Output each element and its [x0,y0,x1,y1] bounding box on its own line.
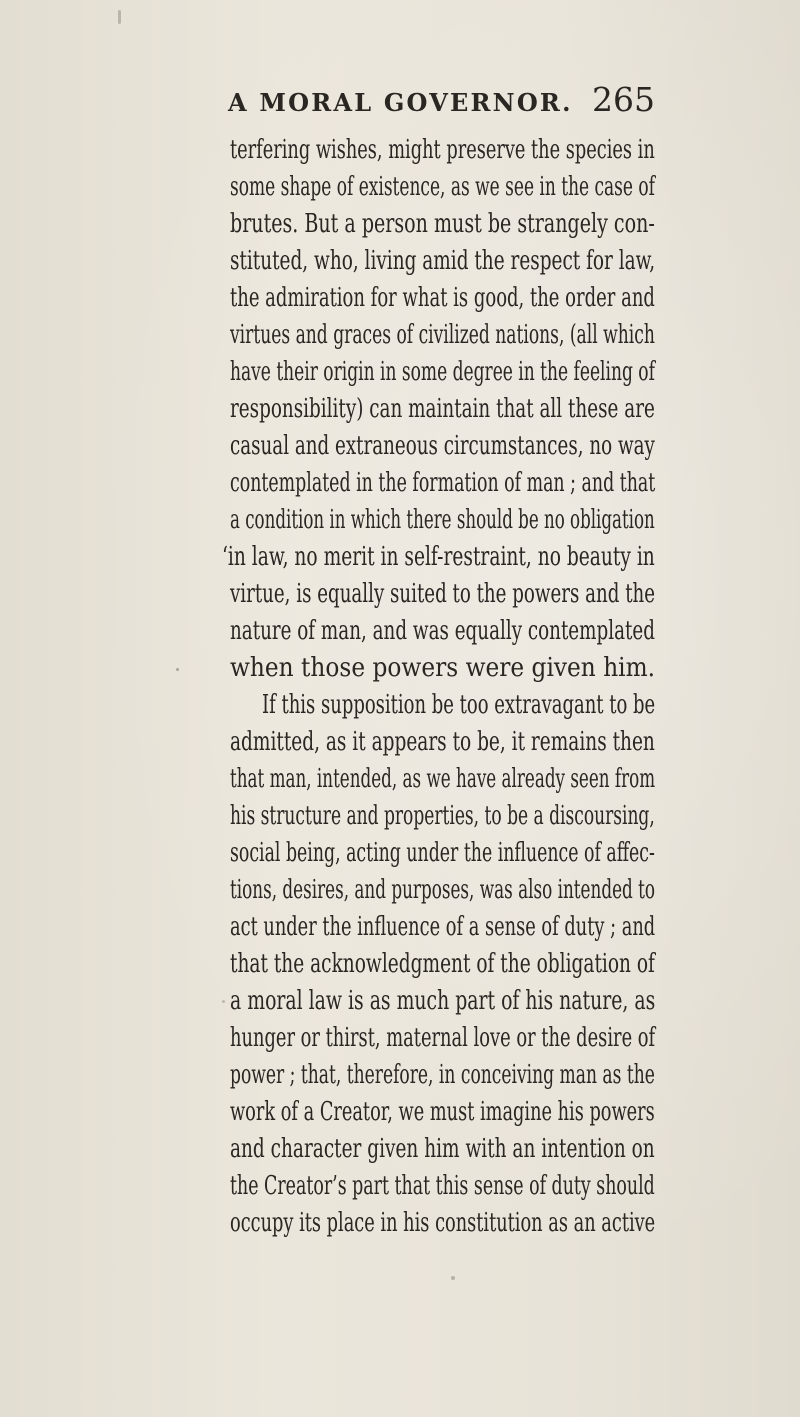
text-line: If this supposition be too extravagant to be [262,689,656,720]
text-line: a condition in which there should be no obligation [230,504,655,535]
text-line: brutes. But a person must be strangely con- [230,208,655,239]
text-line: nature of man, and was equally contemplated [230,615,655,646]
paper-speck [176,668,179,671]
text-line: terfering wishes, might preserve the species in [230,134,655,165]
text-line: stituted, who, living amid the respect for law, [230,245,656,276]
running-head: A MORAL GOVERNOR. [228,88,573,117]
paper-speck [222,1000,225,1003]
page-number: 265 [592,80,655,119]
page-header [0,80,800,124]
text-line: work of a Creator, we must imagine his powers [230,1096,655,1127]
text-line: the Creator’s part that this sense of duty should [230,1170,655,1201]
text-line: social being, acting under the influence of affec- [230,837,655,868]
text-line: responsibility) can maintain that all these are [230,393,655,424]
text-line: that the acknowledgment of the obligation of [230,948,655,979]
text-line: ‘in law, no merit in self-restraint, no beauty in [222,541,655,572]
text-line: and character given him with an intention on [230,1133,655,1164]
text-line: virtues and graces of civilized nations, (all which [230,319,655,350]
text-line: contemplated in the formation of man ; and that [230,467,656,498]
text-line: virtue, is equally suited to the powers and the [230,578,656,609]
text-line: casual and extraneous circumstances, no way [230,430,655,461]
text-line: when those powers were given him. [230,652,656,683]
text-line: occupy its place in his constitution as an active [230,1207,656,1238]
text-line: his structure and properties, to be a discoursing, [230,800,655,831]
paper-speck [451,1276,455,1280]
text-line: the admiration for what is good, the order and [230,282,655,313]
text-line: tions, desires, and purposes, was also intended to [230,874,656,905]
text-line: some shape of existence, as we see in the case of [230,171,655,202]
text-line: power ; that, therefore, in conceiving man as the [230,1059,655,1090]
text-line: that man, intended, as we have already seen from [230,763,656,794]
paper-speck [118,10,121,24]
text-line: a moral law is as much part of his nature, as [230,985,656,1016]
text-line: hunger or thirst, maternal love or the desire of [230,1022,656,1053]
text-line: admitted, as it appears to be, it remains then [230,726,655,757]
text-line: act under the influence of a sense of duty ; and [230,911,656,942]
text-line: have their origin in some degree in the feeling of [230,356,655,387]
